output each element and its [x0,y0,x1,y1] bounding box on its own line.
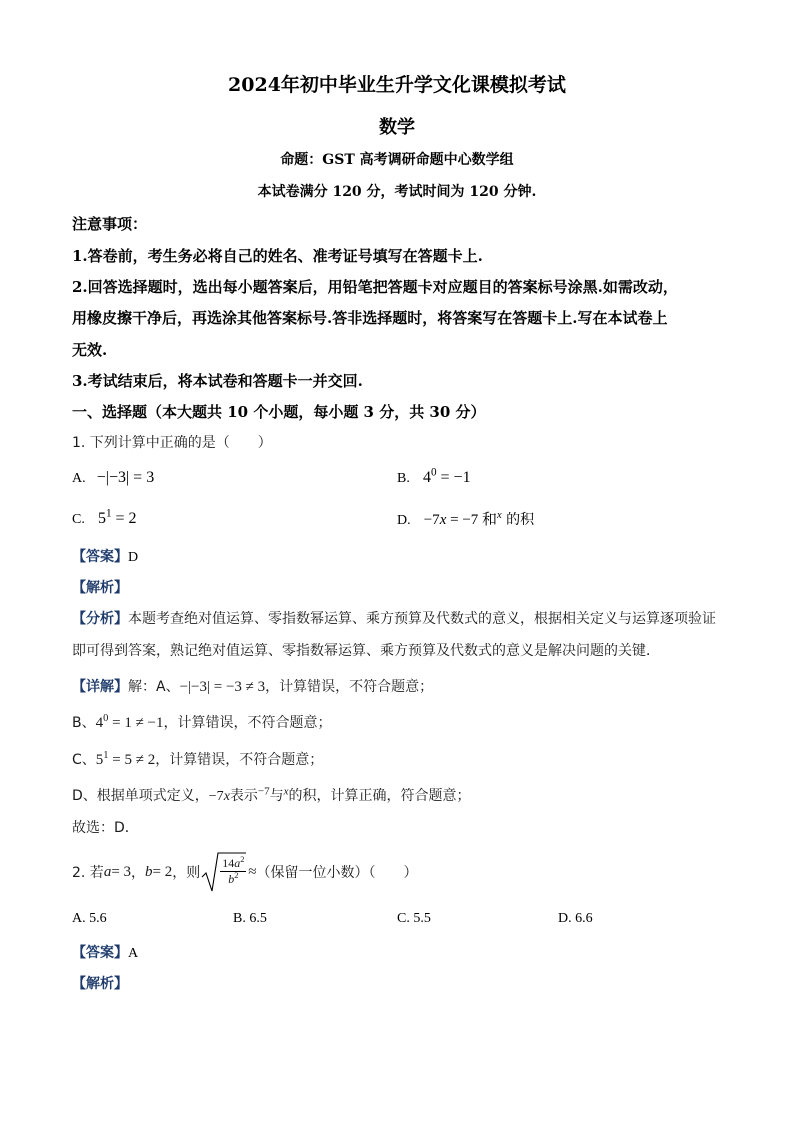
q2-var-b: b [145,863,153,880]
q1-analysis-tag: 【解析】 [72,580,128,596]
q1-detail-c-post: ，计算错误，不符合题意； [155,752,324,768]
q1-option-b-rest: = −1 [436,469,471,486]
q1-conclusion: 故选：D． [72,820,139,836]
q1-detail-line-b [72,712,332,732]
q1-detail-tag: 【详解】 [72,679,128,695]
q2-option-a: A. 5.6 [72,911,107,926]
subject-title: 数学 [379,117,415,138]
q1-option-c-rest: = 2 [111,510,137,527]
q1-detail-d-pre: D、根据单项式定义， [72,788,209,804]
q2-answer-value: A [128,946,139,961]
q1-detail-b-math: = 1 ≠ −1 [108,715,164,731]
q2-answer-tag: 【答案】 [72,945,128,961]
q1-detail-line-a [72,676,433,696]
q1-detail-line-d [72,785,471,805]
q2-option-b: B. 6.5 [233,911,267,926]
q1-detail-d-post: 的积，计算正确，符合题意； [288,788,471,804]
q2-num-coef: 14 [222,856,235,870]
q1-fenxi-line-1 [72,608,716,628]
exam-info-line: 本试卷满分 120 分，考试时间为 120 分钟. [257,184,537,200]
q1-fenxi-line-2: 即可得到答案，熟记绝对值运算、零指数幂运算、乘方预算及代数式的意义是解决问题的关键． [72,643,660,659]
q2-num-exp: 2 [240,855,245,864]
q2-val-a: = 3 [111,863,132,880]
q1-detail-d-m7: −7 [257,785,270,798]
q1-option-b [397,467,471,487]
q2-stem [72,850,417,894]
q1-option-c-base: 5 [97,510,106,527]
author-line: 命题：GST 高考调研命题中心数学组 [280,152,514,168]
q1-option-d-end: 的积 [501,512,535,528]
q1-detail-a-math: −|−3| = −3 ≠ 3 [179,679,266,695]
q2-den-var: b [228,872,235,886]
q1-detail-b-exp: 0 [103,713,109,724]
q2-option-d: D. 6.6 [558,911,593,926]
q2-num-var: a [234,856,241,870]
q1-detail-d-mid: 表示 [229,788,258,804]
q2-then: ，则 [172,865,201,881]
q2-approx: ≈ [248,863,257,880]
q1-option-b-exp: 0 [430,466,437,479]
q1-option-c-exp: 1 [105,507,112,520]
q1-detail-d-coef: −7 [208,789,224,804]
exam-title: 2024年初中毕业生升学文化课模拟考试 [228,74,566,96]
q2-den-exp: 2 [234,871,239,880]
q2-sqrt-expression [200,851,246,893]
q1-option-d-coef: −7 [423,512,440,528]
q1-detail-c-math: = 5 ≠ 2 [108,752,156,768]
q2-option-c: C. 5.5 [397,911,431,926]
q2-answer-line [72,942,138,962]
q1-answer-line [72,546,138,566]
q1-option-d-mid: = −7 和 [446,512,498,528]
q2-stem-pre: 2. 若 [72,865,104,881]
q1-detail-c-pre: C、 [72,752,96,768]
q1-option-d-var2: x [497,510,502,521]
q1-option-c [72,508,137,528]
section-heading-choice: 一、选择题（本大题共 10 个小题，每小题 3 分，共 30 分） [72,403,486,421]
q1-option-a [72,467,154,487]
q1-detail-d-var: x [223,789,230,804]
q2-fraction [220,856,246,887]
q2-var-a: a [103,863,112,880]
q1-detail-d-var2: x [283,785,289,798]
notice-item-3: 3.考试结束后，将本试卷和答题卡一并交回. [72,372,363,390]
notice-item-2-line-3: 无效. [72,341,108,359]
q1-detail-b-pre: B、 [72,715,96,731]
q1-answer-value: D [128,550,139,565]
notice-heading: 注意事项： [72,215,148,233]
q1-stem: 1. 下列计算中正确的是（ ） [72,435,272,451]
q2-val-b: = 2 [152,863,173,880]
notice-item-2-line-2: 用橡皮擦干净后，再选涂其他答案标号.答非选择题时，将答案写在答题卡上.写在本试卷上 [72,309,668,327]
q1-option-a-label: A. [72,471,86,486]
q1-option-b-base: 4 [422,469,431,486]
notice-item-2-line-1: 2.回答选择题时，选出每小题答案后，用铅笔把答题卡对应题目的答案标号涂黑.如需改动， [72,278,678,296]
q2-stem-post: （保留一位小数）（ ） [256,865,418,881]
q1-detail-d-yu: 与 [269,788,284,804]
q1-option-d [397,508,534,529]
q2-analysis-tag: 【解析】 [72,976,128,992]
q1-detail-b-base: 4 [95,715,104,731]
q1-detail-a-post: ，计算错误，不符合题意； [265,679,434,695]
q1-detail-c-base: 5 [95,752,104,768]
q1-answer-tag: 【答案】 [72,549,128,565]
q1-detail-line-c [72,749,323,769]
q2-comma: ， [131,865,146,881]
q1-detail-c-exp: 1 [103,750,109,761]
q1-option-d-var: x [439,512,447,528]
q1-fenxi-tag: 【分析】 [72,611,128,627]
q1-option-b-label: B. [397,471,410,486]
notice-item-1: 1.答卷前，考生务必将自己的姓名、准考证号填写在答题卡上. [72,247,483,265]
q1-detail-a-pre: 解：A、 [128,679,180,695]
q1-fenxi-text-1: 本题考查绝对值运算、零指数幂运算、乘方预算及代数式的意义，根据相关定义与运算逐项验证 [128,611,716,627]
q1-option-c-label: C. [72,512,85,527]
q1-option-d-label: D. [397,513,411,528]
q1-detail-b-post: ，计算错误，不符合题意； [163,715,332,731]
q1-option-a-expr: −|−3| = 3 [96,469,155,486]
